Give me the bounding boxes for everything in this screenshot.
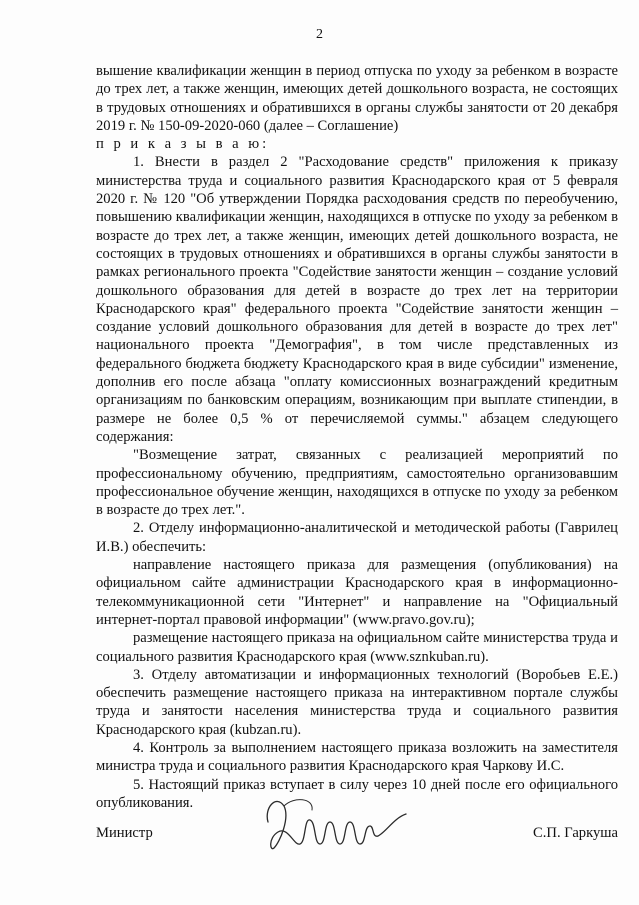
paragraph-item-5: 5. Настоящий приказ вступает в силу через 10 дней после его официального опубликования.: [96, 776, 618, 811]
signer-title: Министр: [96, 825, 153, 841]
page-number: 2: [316, 27, 323, 42]
paragraph-item-2: 2. Отделу информационно-аналитической и методической работы (Гаврилец И.В.) обеспечить:: [96, 520, 618, 555]
paragraph-order-word: п р и к а з ы в а ю:: [96, 136, 270, 153]
paragraph-intro: вышение квалификации женщин в период отпуска по уходу за ребенком в возрасте до трех лет, а также женщин, имеющих детей дошкольного возраста, не состоящих в трудовых отношениях и обратившихся в органы службы занятости от 20 декабря 2019 г. № 150-09-2020-060 (далее – Соглашение): [96, 63, 618, 134]
signer-name: С.П. Гаркуша: [533, 825, 618, 841]
paragraph-item-1: 1. Внести в раздел 2 "Расходование средств" приложения к приказу министерства труда и социального развития Краснодарского края от 5 февраля 2020 г. № 120 "Об утверждении Порядка расходования средств по переобучению, повышению квалификации женщин, находящихся в отпуске по уходу за ребенком в возрасте до трех лет, а также женщин, имеющих детей дошкольного возраста, не состоящих в трудовых отношениях и обратившихся в органы службы занятости в рамках регионального проекта "Содействие занятости женщин – создание условий дошкольного образования для детей в возрасте до трех лет на территории Краснодарского края" федерального проекта "Содействие занятости женщин – создание условий дошкольного образования для детей в возрасте до трех лет" национального проекта "Демография", в том числе представленных из федерального бюджета бюджету Краснодарского края в виде субсидии" изменение, дополнив его после абзаца "оплату комиссионных вознаграждений кредитным организациям по банковским операциям, возникающим при выплате стипендии, в размере не более 0,5 % от перечисляемой суммы." абзацем следующего содержания:: [96, 154, 618, 445]
paragraph-item-2-sub-1: направление настоящего приказа для размещения (опубликования) на официальном сайте администрации Краснодарского края в информационно-телекоммуникационной сети "Интернет" и направление на "Официальный интернет-портал правовой информации" (www.pravo.gov.ru);: [96, 557, 618, 628]
paragraph-item-4: 4. Контроль за выполнением настоящего приказа возложить на заместителя министра труда и социального развития Краснодарского края Чаркову И.С.: [96, 739, 618, 775]
signature-block: [96, 796, 618, 856]
paragraph-item-2-sub-2: размещение настоящего приказа на официальном сайте министерства труда и социального развития Краснодарского края (www.sznkuban.ru).: [96, 630, 618, 665]
document-body: [96, 62, 618, 812]
handwritten-signature: [254, 788, 424, 858]
paragraph-item-3: 3. Отделу автоматизации и информационных технологий (Воробьев Е.Е.) обеспечить размещение настоящего приказа на интерактивном портале службы труда и занятости населения министерства труда и социального развития Краснодарского края (kubzan.ru).: [96, 666, 618, 738]
paragraph-quote: "Возмещение затрат, связанных с реализацией мероприятий по профессиональному обучению, предприятиям, самостоятельно организовавшим профессиональное обучение женщин, находящихся в отпуске по уходу за ребенком в возрасте до трех лет.".: [96, 447, 618, 519]
